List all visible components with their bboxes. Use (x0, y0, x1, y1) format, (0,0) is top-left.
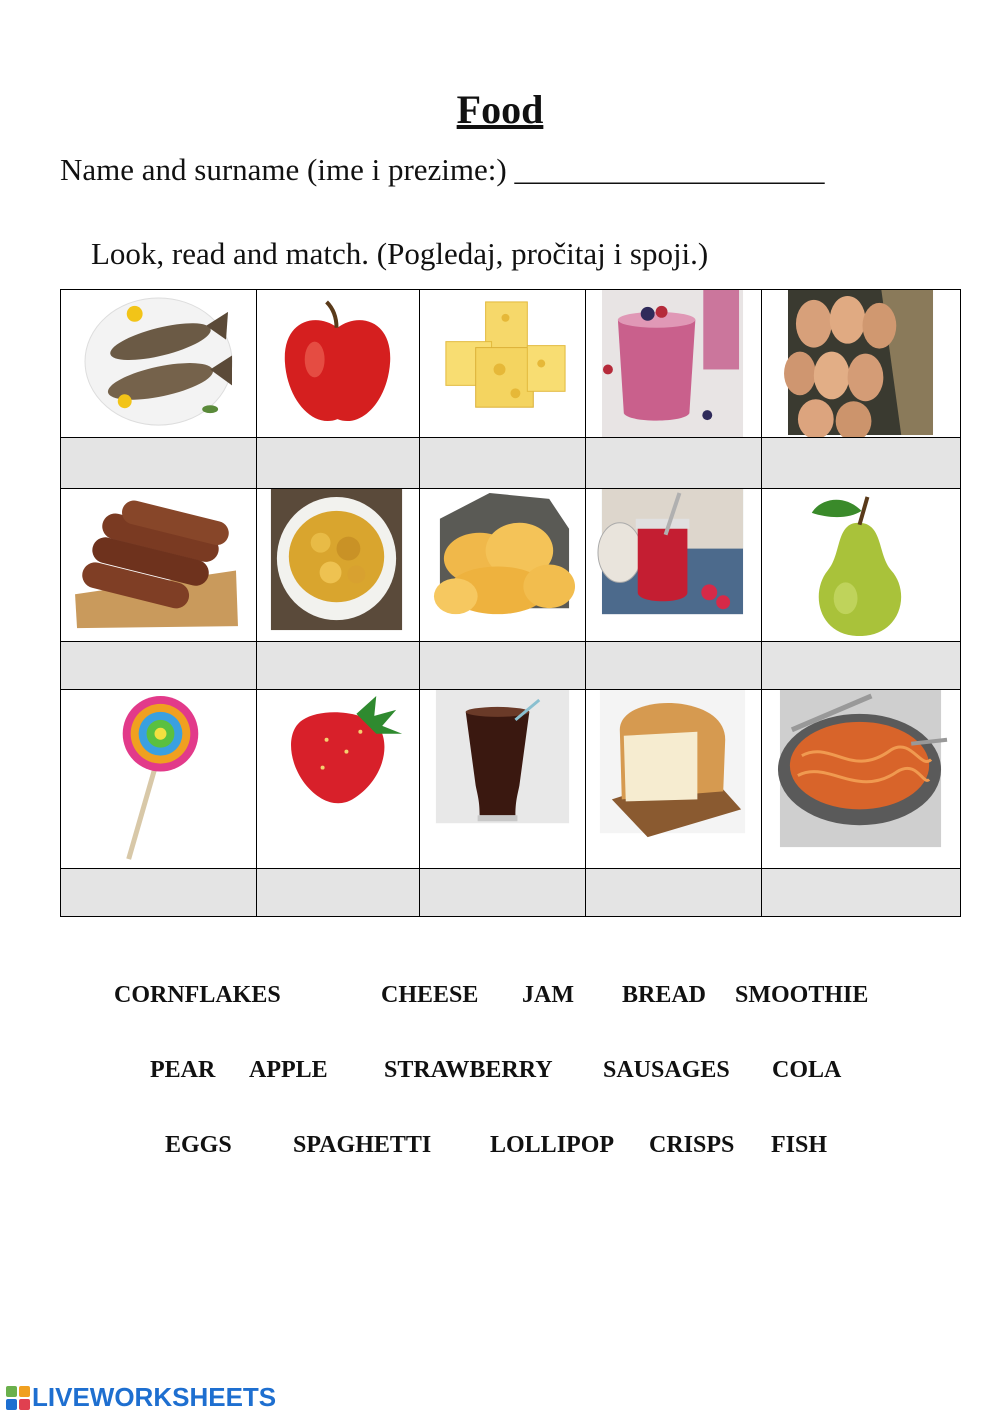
answer-cell[interactable] (257, 642, 420, 690)
answer-input[interactable] (586, 880, 761, 905)
name-prompt: Name and surname (ime i prezime:) ____________________ (60, 152, 825, 187)
apple-icon (257, 290, 419, 437)
answer-cell[interactable] (257, 438, 420, 489)
smoothie-icon (586, 290, 761, 437)
answer-cell[interactable] (762, 438, 961, 489)
picture-row (61, 690, 961, 869)
answer-cell[interactable] (586, 642, 762, 690)
picture-cell-smoothie (586, 290, 762, 438)
picture-cell-jam (586, 489, 762, 642)
word-bank-item: BREAD (622, 982, 707, 1008)
picture-cell-cornflakes (257, 489, 420, 642)
picture-cell-cheese (420, 290, 586, 438)
eggs-icon (762, 290, 960, 437)
picture-cell-crisps (420, 489, 586, 642)
logo-text: LIVEWORKSHEETS (32, 1381, 277, 1412)
answer-cell[interactable] (586, 869, 762, 917)
answer-row (61, 642, 961, 690)
picture-cell-bread (586, 690, 762, 869)
answer-input[interactable] (420, 880, 585, 905)
word-bank-item: JAM (522, 982, 574, 1008)
answer-input[interactable] (61, 653, 256, 678)
match-grid (60, 289, 961, 917)
picture-cell-sausages (61, 489, 257, 642)
answer-cell[interactable] (61, 438, 257, 489)
answer-input[interactable] (257, 653, 419, 678)
answer-row (61, 869, 961, 917)
cheese-icon (420, 290, 585, 437)
answer-cell[interactable] (420, 438, 586, 489)
cola-icon (420, 690, 585, 868)
picture-cell-pear (762, 489, 961, 642)
liveworksheets-logo-icon (6, 1384, 32, 1410)
answer-input[interactable] (762, 880, 960, 905)
word-bank-item: CORNFLAKES (114, 982, 281, 1008)
word-bank-item: SAUSAGES (603, 1057, 730, 1083)
answer-input[interactable] (586, 653, 761, 678)
answer-cell[interactable] (762, 869, 961, 917)
word-bank-item: FISH (771, 1132, 828, 1158)
answer-cell[interactable] (61, 869, 257, 917)
picture-cell-cola (420, 690, 586, 869)
word-bank-item: CRISPS (649, 1132, 735, 1158)
picture-cell-lollipop (61, 690, 257, 869)
picture-cell-fish (61, 290, 257, 438)
answer-cell[interactable] (257, 869, 420, 917)
answer-input[interactable] (257, 880, 419, 905)
answer-row (61, 438, 961, 489)
word-bank-item: LOLLIPOP (490, 1132, 615, 1158)
jam-icon (586, 489, 761, 641)
crisps-icon (420, 489, 585, 641)
answer-cell[interactable] (762, 642, 961, 690)
word-bank-item: SMOOTHIE (735, 982, 869, 1008)
picture-cell-eggs (762, 290, 961, 438)
spaghetti-icon (762, 690, 960, 868)
word-bank-item: PEAR (150, 1057, 216, 1083)
word-bank-item: CHEESE (381, 982, 479, 1008)
word-bank-item: COLA (772, 1057, 842, 1083)
picture-cell-strawberry (257, 690, 420, 869)
answer-cell[interactable] (420, 642, 586, 690)
sausages-icon (61, 489, 256, 641)
instruction-text: Look, read and match. (Pogledaj, pročitaj i spoji.) (91, 236, 709, 271)
answer-input[interactable] (586, 451, 761, 476)
picture-row (61, 489, 961, 642)
bread-icon (586, 690, 761, 868)
lollipop-icon (61, 690, 256, 868)
word-bank-item: APPLE (249, 1057, 328, 1083)
fish-icon (61, 290, 256, 437)
word-bank-item: SPAGHETTI (293, 1132, 432, 1158)
answer-input[interactable] (762, 451, 960, 476)
word-bank-item: EGGS (165, 1132, 232, 1158)
liveworksheets-logo[interactable] (6, 1382, 276, 1412)
answer-input[interactable] (61, 451, 256, 476)
answer-input[interactable] (762, 653, 960, 678)
answer-cell[interactable] (586, 438, 762, 489)
picture-cell-spaghetti (762, 690, 961, 869)
picture-row (61, 290, 961, 438)
answer-cell[interactable] (61, 642, 257, 690)
word-bank-item: STRAWBERRY (384, 1057, 553, 1083)
answer-input[interactable] (257, 451, 419, 476)
page-title: Food (456, 87, 544, 132)
answer-input[interactable] (420, 653, 585, 678)
answer-cell[interactable] (420, 869, 586, 917)
cornflakes-icon (257, 489, 419, 641)
answer-input[interactable] (61, 880, 256, 905)
answer-input[interactable] (420, 451, 585, 476)
pear-icon (762, 489, 960, 641)
picture-cell-apple (257, 290, 420, 438)
strawberry-icon (257, 690, 419, 868)
